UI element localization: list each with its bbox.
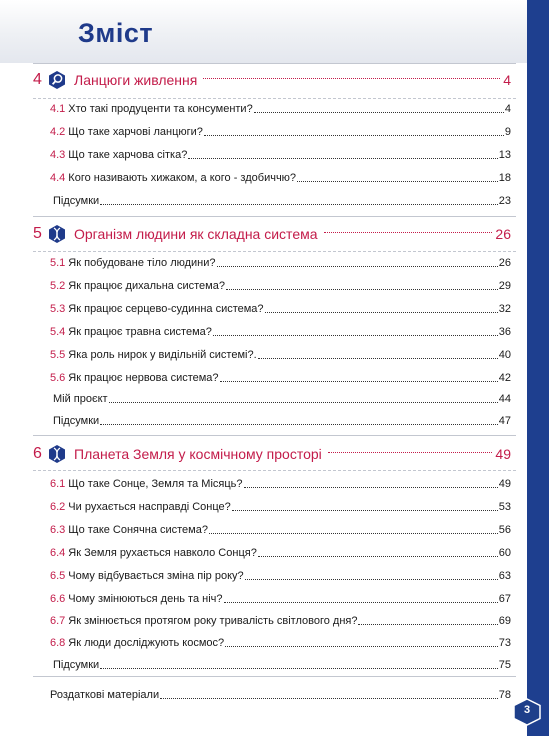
chapter-heading-5[interactable] xyxy=(33,222,511,246)
entry-number: 5.3 xyxy=(50,303,66,315)
entry-page: 67 xyxy=(498,593,511,605)
entry-page: 78 xyxy=(498,689,511,701)
page-number-badge xyxy=(512,698,542,726)
entry-title: Підсумки xyxy=(53,659,100,671)
separator xyxy=(33,63,516,64)
chapter-page: 4 xyxy=(503,72,511,88)
toc-entry[interactable] xyxy=(50,190,511,208)
chapter-title: Ланцюги живлення xyxy=(74,72,198,88)
toc-entry[interactable] xyxy=(50,388,511,406)
entry-number: 6.4 xyxy=(50,547,66,559)
entry-number: 6.2 xyxy=(50,501,66,513)
leader-dots xyxy=(225,646,498,647)
leader-dots xyxy=(245,579,498,580)
entry-number: 6.6 xyxy=(50,593,66,605)
entry-title: Підсумки xyxy=(53,195,100,207)
entry-number: 6.3 xyxy=(50,524,66,536)
entry-page: 32 xyxy=(498,303,511,315)
entry-page: 73 xyxy=(498,637,511,649)
entry-number: 5.5 xyxy=(50,349,66,361)
entry-page: 40 xyxy=(498,349,511,361)
leader-dots xyxy=(160,698,498,699)
toc-entry[interactable] xyxy=(50,321,511,339)
entry-title: Чому відбувається зміна пір року? xyxy=(68,570,244,582)
entry-number: 5.6 xyxy=(50,372,66,384)
entry-title: Як працює дихальна система? xyxy=(68,280,225,292)
leader-dots xyxy=(265,312,498,313)
entry-page: 69 xyxy=(498,615,511,627)
leader-dots xyxy=(213,335,498,336)
entry-title: Як побудоване тіло людини? xyxy=(68,257,216,269)
toc-entry[interactable] xyxy=(50,632,511,650)
toc-entry[interactable] xyxy=(50,275,511,293)
leader-dots xyxy=(100,424,498,425)
leader-dots xyxy=(324,232,493,233)
entry-title: Роздаткові матеріали xyxy=(50,689,160,701)
leader-dots xyxy=(328,452,493,453)
page-title: Зміст xyxy=(78,18,154,48)
chapter-number: 4 xyxy=(33,71,42,88)
entry-number: 5.4 xyxy=(50,326,66,338)
toc-entry[interactable] xyxy=(50,610,511,628)
leader-dots xyxy=(109,402,498,403)
leader-dots xyxy=(217,266,498,267)
entry-title: Підсумки xyxy=(53,415,100,427)
entry-page: 26 xyxy=(498,257,511,269)
chapter-number: 6 xyxy=(33,445,42,462)
chapter-heading-6[interactable] xyxy=(33,442,511,466)
leader-dots xyxy=(203,78,500,79)
toc-entry[interactable] xyxy=(50,98,511,116)
toc-entry[interactable] xyxy=(50,167,511,185)
separator xyxy=(33,676,516,677)
entry-page: 47 xyxy=(498,415,511,427)
chapter-title: Планета Земля у космічному просторі xyxy=(74,446,322,462)
chapter-page: 49 xyxy=(495,446,511,462)
chapter-heading-4[interactable] xyxy=(33,68,511,92)
entry-title: Як працює нервова система? xyxy=(68,372,219,384)
entry-title: Чи рухається насправді Сонце? xyxy=(68,501,231,513)
entry-page: 60 xyxy=(498,547,511,559)
separator xyxy=(33,216,516,217)
entry-page: 49 xyxy=(498,478,511,490)
leader-dots xyxy=(100,204,498,205)
toc-entry[interactable] xyxy=(50,252,511,270)
entry-number: 4.1 xyxy=(50,103,66,115)
toc-entry[interactable] xyxy=(50,588,511,606)
entry-title: Кого називають хижаком, а кого - здобиччю? xyxy=(68,172,297,184)
side-color-bar xyxy=(527,0,549,736)
entry-number: 4.3 xyxy=(50,149,66,161)
chapter-page: 26 xyxy=(495,226,511,242)
entry-number: 6.7 xyxy=(50,615,66,627)
toc-entry[interactable] xyxy=(50,519,511,537)
entry-page: 4 xyxy=(504,103,511,115)
entry-title: Мій проєкт xyxy=(53,393,108,405)
entry-page: 18 xyxy=(498,172,511,184)
toc-entry[interactable] xyxy=(50,367,511,385)
leader-dots xyxy=(232,510,498,511)
entry-number: 6.5 xyxy=(50,570,66,582)
toc-entry[interactable] xyxy=(50,144,511,162)
toc-entry[interactable] xyxy=(50,473,511,491)
dna-icon xyxy=(48,224,66,244)
leader-dots xyxy=(224,602,498,603)
page-number: 3 xyxy=(523,704,531,716)
leader-dots xyxy=(220,381,498,382)
toc-entry[interactable] xyxy=(50,344,511,362)
entry-number: 4.2 xyxy=(50,126,66,138)
leader-dots xyxy=(297,181,498,182)
separator xyxy=(33,470,516,471)
entry-title: Чому змінюються день та ніч? xyxy=(68,593,223,605)
leader-dots xyxy=(254,112,504,113)
entry-page: 29 xyxy=(498,280,511,292)
entry-number: 6.1 xyxy=(50,478,66,490)
toc-entry[interactable] xyxy=(50,542,511,560)
entry-title: Як працює травна система? xyxy=(68,326,212,338)
entry-title: Хто такі продуценти та консументи? xyxy=(68,103,253,115)
toc-entry-handouts[interactable] xyxy=(50,684,511,702)
leader-dots xyxy=(188,158,497,159)
leader-dots xyxy=(204,135,504,136)
dna-icon xyxy=(48,444,66,464)
entry-page: 75 xyxy=(498,659,511,671)
leader-dots xyxy=(258,556,498,557)
leader-dots xyxy=(358,624,497,625)
magnifier-icon xyxy=(48,70,66,90)
entry-number: 6.8 xyxy=(50,637,66,649)
entry-title: Що таке харчові ланцюги? xyxy=(68,126,203,138)
entry-page: 42 xyxy=(498,372,511,384)
toc-entry[interactable] xyxy=(50,121,511,139)
entry-page: 44 xyxy=(498,393,511,405)
entry-title: Що таке Сонце, Земля та Місяць? xyxy=(68,478,243,490)
entry-title: Яка роль нирок у видільній системі?. xyxy=(68,349,257,361)
toc-entry[interactable] xyxy=(50,298,511,316)
leader-dots xyxy=(100,668,498,669)
entry-number: 4.4 xyxy=(50,172,66,184)
leader-dots xyxy=(258,358,498,359)
entry-title: Як люди досліджують космос? xyxy=(68,637,225,649)
entry-title: Що таке Сонячна система? xyxy=(68,524,208,536)
leader-dots xyxy=(244,487,498,488)
entry-number: 5.1 xyxy=(50,257,66,269)
entry-page: 23 xyxy=(498,195,511,207)
leader-dots xyxy=(226,289,498,290)
entry-page: 36 xyxy=(498,326,511,338)
entry-page: 56 xyxy=(498,524,511,536)
chapter-number: 5 xyxy=(33,225,42,242)
entry-page: 9 xyxy=(504,126,511,138)
entry-page: 13 xyxy=(498,149,511,161)
entry-title: Як працює серцево-судинна система? xyxy=(68,303,264,315)
entry-page: 53 xyxy=(498,501,511,513)
entry-page: 63 xyxy=(498,570,511,582)
entry-number: 5.2 xyxy=(50,280,66,292)
entry-title: Як Земля рухається навколо Сонця? xyxy=(68,547,257,559)
chapter-title: Організм людини як складна система xyxy=(74,226,318,242)
toc-entry[interactable] xyxy=(50,565,511,583)
entry-title: Як змінюється протягом року тривалість світлового дня? xyxy=(68,615,358,627)
leader-dots xyxy=(209,533,498,534)
toc-entry[interactable] xyxy=(50,654,511,672)
separator xyxy=(33,435,516,436)
toc-entry[interactable] xyxy=(50,496,511,514)
toc-entry[interactable] xyxy=(50,410,511,428)
entry-title: Що таке харчова сітка? xyxy=(68,149,188,161)
